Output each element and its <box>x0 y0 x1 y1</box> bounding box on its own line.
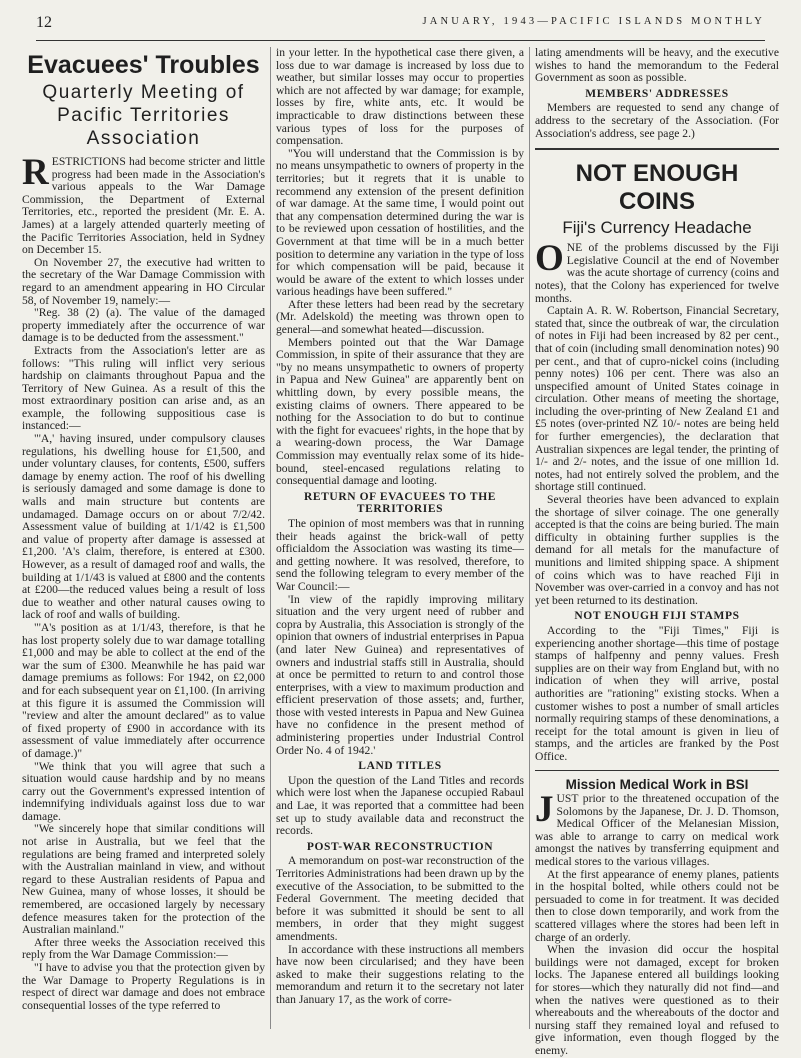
paragraph: Upon the question of the Land Titles and records which were lost when the Japanese occupied Rabaul and Lae, it was reported that a committee had been set up to study available data and reconstruct the records. <box>276 773 524 838</box>
paragraph: in your letter. In the hypothetical case there given, a loss due to war damage is increased by loss due to weather, but similar losses may occur to properties which are not affected by war damage; for example, losses by fire, white ants, etc. It would be impracticable to draw distinctions between these various types of loss for the purposes of compensation. <box>276 46 524 148</box>
paragraph: Captain A. R. W. Robertson, Financial Secretary, stated that, since the outbreak of war, the circulation of notes in Fiji had been increased by 82 per cent., that of coin (including small denomination notes) 90 per cent., and that of cupro-nickel coins (including penny notes) 106 per cent. There was also an unspecified amount of United States coinage in circulation. Other means of meeting the shortage, including the over-printing of New Zealand £1 and £5 notes (over-printed NZ 10/- notes are being held for further emergencies), the declaration that Australian sixpences are legal tender, the printing of 1/- and 2/- notes, and the issue of one million 1d. notes, had not entirely solved the problem, and the shortage still continued. <box>535 304 779 494</box>
paragraph: Extracts from the Association's letter are as follows: "This ruling will inflict very serious hardship on claimants throughout Papua and the Territory of New Guinea. As a result of this the most extraordinary position can arise and, as an example, the following suppositious case is instanced:— <box>22 343 265 433</box>
paragraph: "Reg. 38 (2) (a). The value of the damaged property immediately after the occurrence of war damage is to be deducted from the assessment." <box>22 306 265 345</box>
article-body <box>276 855 524 1006</box>
paragraph: Members pointed out that the War Damage Commission, in spite of their assurance that they are "by no means unsympathetic to owners of property in Papua and New Guinea" are apparently bent on whittling down, by every possible means, the existing claims of owners. There appeared to be nothing for the Association to do but to continue with the fight for evacuees' rights, in the hope that by a wearing-down process, the War Damage Commission may eventually relax some of its hide-bound, steel-encased regulations relating to consequential damage and looting. <box>276 335 524 488</box>
article-subtitle: Quarterly Meeting of Pacific Territories Association <box>42 82 245 149</box>
article-body <box>276 47 524 488</box>
paragraph: "I have to advise you that the protection given by the War Damage to Property Regulations is in respect of direct war damage and does not embrace consequential losses of the type referred to <box>22 961 265 1012</box>
paragraph: On November 27, the executive had written to the secretary of the War Damage Commission with regard to an amendment appearing in HO Circular 58, of November 19, namely:— <box>22 255 265 307</box>
paragraph: The opinion of most members was that in running their heads against the brick-wall of petty officialdom the Association was wasting its time—and getting nowhere. It was resolved, therefore, to send the following telegram to every member of the War Council:— <box>276 516 524 593</box>
paragraph: When the invasion did occur the hospital buildings were not damaged, except for broken locks. The Japanese entered all buildings looking for stores—which they naturally did not find—and when the natives were questioned as to their whereabouts and the whereabouts of the doctor and nursing staff they remained loyal and refused to give information, even though flogged by the enemy. <box>535 943 779 1057</box>
paragraph: After three weeks the Association received this reply from the War Damage Commission:— <box>22 935 265 962</box>
running-head: JANUARY, 1943—PACIFIC ISLANDS MONTHLY <box>422 16 765 27</box>
article-subtitle: Fiji's Currency Headache <box>562 218 752 238</box>
section-heading: MEMBERS' ADDRESSES <box>585 87 729 100</box>
paragraph: "'A,' having insured, under compulsory clauses regulations, his dwelling house for £1,500, and under voluntary clauses, for contents, £500, suffers damage by enemy action. The roof of his dwelling is seriously damaged and some damage is done to walls and main structure but contents are undamaged. Damage occurs on or about 7/2/42. Assessment value of building at 1/1/42 is £1,500 and value of property after damage is assessed at £1,200. 'A's claim, therefore, is entered at £300. However, as a result of damaged roof and walls, the building at 1/1/43 is valued at £800 and the contents at £200—the reduced values being a result of loss due to weather and other natural causes owing to lack of roof and walls of building. <box>22 432 265 622</box>
article-title: NOT ENOUGH COINS <box>535 148 779 216</box>
section-heading: RETURN OF EVACUEES TO THE TERRITORIES <box>303 490 497 516</box>
section-heading: LAND TITLES <box>358 760 442 773</box>
paragraph: RESTRICTIONS had become stricter and little progress had been made in the Association's various appeals to the War Damage Commission, the Department of External Territories, etc., reported the president (Mr. E. A. James) at a largely attended quarterly meeting of the Pacific Territories Association, held in Sydney on December 15. <box>22 152 265 257</box>
column-rule <box>529 47 530 1029</box>
article-title: Mission Medical Work in BSI <box>535 770 779 792</box>
article-body <box>535 47 779 85</box>
column-2 <box>276 47 524 1030</box>
paragraph: Members are requested to send any change of address to the secretary of the Association. (For Association's address, see page 2.) <box>535 101 779 140</box>
article-title: Evacuees' Troubles <box>27 51 260 79</box>
column-3 <box>535 46 779 1057</box>
paragraph: In accordance with these instructions all members have now been circularised; and they have been asked to make their suggestions relating to the memorandum and return it to the secretary not later than January 17, as the work of corre- <box>276 942 524 1006</box>
section-heading: NOT ENOUGH FIJI STAMPS <box>574 610 740 623</box>
paragraph: lating amendments will be heavy, and the executive wishes to hand the memorandum to the Federal Government as soon as possible. <box>535 46 779 85</box>
paragraph: "We sincerely hope that similar conditions will not arise in Australia, but we feel that the regulations are being framed and interpreted solely with the Australian mainland in view, and without regard to these Australian residents of Papua and New Guinea, many of whose losses, it should be remembered, are occasioned largely by necessary defence measures taken for the protection of the Australian mainland." <box>22 822 265 937</box>
paragraph: 'In view of the rapidly improving military situation and the very urgent need of rubber and copra by Australia, this Association is strongly of the opinion that owners of industrial enterprises in Papua (and later New Guinea) and representatives of owners and industrial staffs still in Australia, should at once be permitted to return to and control those enterprises, with a view to maximum production and efficient preservation of those assets; and, further, those with vested interests in Papua and New Guinea have no confidence in the present method of administering properties under Industrial Control Order No. 4 of 1942.' <box>276 592 524 757</box>
article-body <box>276 518 524 757</box>
article-body <box>535 238 779 607</box>
paragraph: "We think that you will agree that such a situation would cause hardship and by no means carry out the Government's expressed intention of indemnifying individuals against loss due to war damage. <box>22 759 265 823</box>
column-rule <box>270 47 271 1029</box>
column-1 <box>22 47 265 1030</box>
article-body <box>535 625 779 764</box>
page-number: 12 <box>36 14 52 31</box>
paragraph: Several theories have been advanced to explain the shortage of silver coinage. The one generally accepted is that the coins are being buried. The main difficulty in obtaining further supplies is the demand for all metals for the manufacture of munitions and limited shipping space. A shipment of coins which was to have reached Fiji in November was over-carried in a convoy and has not yet been returned to its destination. <box>535 493 779 607</box>
page-header <box>36 14 765 41</box>
paragraph: After these letters had been read by the secretary (Mr. Adelskold) the meeting was thrown open to general—and somewhat heated—discussion. <box>276 297 524 337</box>
paragraph: According to the "Fiji Times," Fiji is experiencing another shortage—this time of postage stamps of halfpenny and penny values. Fresh supplies are on their way from England but, with no indication of when they will arrive, postal authorities are "rationing" existing stocks. When a customer wishes to post a number of small articles normally requiring stamps of these denominations, a receipt for the total amount is given in lieu of stamps, and the articles are franked by the Post Office. <box>535 623 779 763</box>
article-body <box>535 789 779 1057</box>
paragraph: "You will understand that the Commission is by no means unsympathetic to owners of property in the territories; but it regrets that it is unable to recommend any extension of the present definition of war damage. At the same time, I would point out that any compensation determined during the war is to be reviewed upon cessation of hostilities, and the Government at that time will be in a much better position to determine any variation in the type of loss for which compensation will be paid, because it would be aware of the extent to which losses under various headings have been suffered." <box>276 146 524 299</box>
paragraph: ONE of the problems discussed by the Fiji Legislative Council at the end of November was the acute shortage of currency (coins and notes), that the Colony has experienced for twelve months. <box>535 238 779 305</box>
paragraph: JUST prior to the threatened occupation of the Solomons by the Japanese, Dr. J. D. Thomson, Medical Officer of the Melanesian Mission, was able to arrange to carry on medical work amongst the natives by transferring equipment and medical stores to the various villages. <box>535 789 779 869</box>
paragraph: At the first appearance of enemy planes, patients in the hospital bolted, while others could not be persuaded to come in for treatment. It was decided then to close down temporarily, and work from the scattered villages where the stores had been left in charge of an orderly. <box>535 867 779 944</box>
section-heading: POST-WAR RECONSTRUCTION <box>306 840 494 853</box>
paragraph: "'A's position as at 1/1/43, therefore, is that he has lost property solely due to war damage totalling £1,000 and may be able to collect at the end of the war the sum of £300. Meanwhile he has paid war damage premiums as follows: For 1942, on £2,000 and for each subsequent year on £1,100. (In arriving at this figure it is assumed the Commission will "review and alter the amount declared" as to value of fixed property of £900 in accordance with its assessment of value immediately after occurrence of damage.)" <box>22 620 265 760</box>
article-body <box>535 102 779 140</box>
article-body <box>22 152 265 1012</box>
article-body <box>276 775 524 838</box>
paragraph: A memorandum on post-war reconstruction of the Territories Administrations had been drawn up by the executive of the Association, to be submitted to the Federal Government. The meeting decided that before it was submitted it should be sent to all members, in order that they might suggest amendments. <box>276 854 524 943</box>
